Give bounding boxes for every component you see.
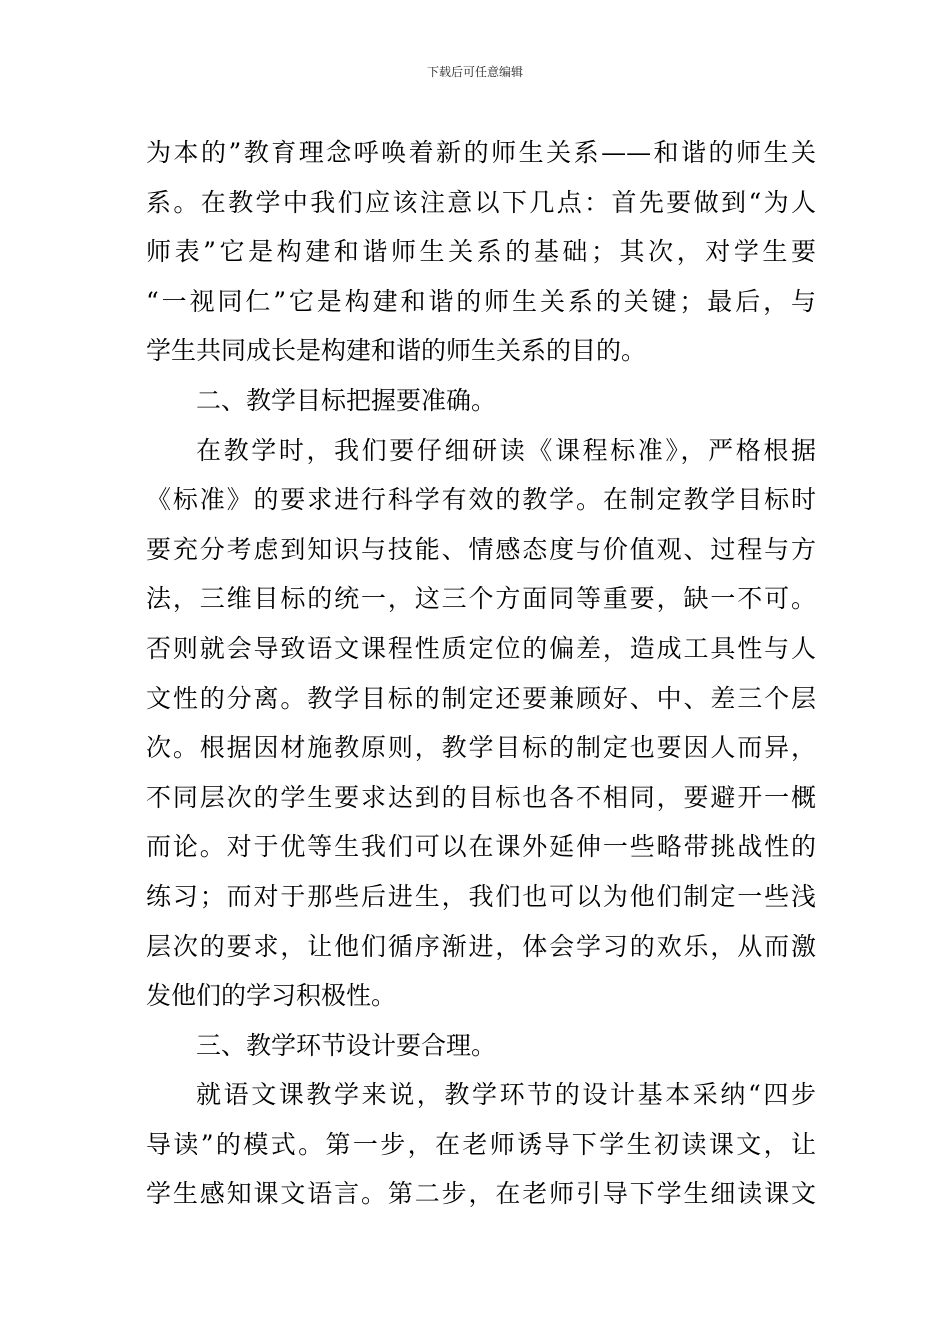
text-line: “一视同仁”它是构建和谐的师生关系的关键；最后，与 — [146, 286, 816, 316]
section-heading: 三、教学环节设计要合理。 — [196, 1030, 497, 1060]
text-line: 为本的”教育理念呼唤着新的师生关系——和谐的师生关 — [146, 138, 816, 167]
page-header: 下载后可任意编辑 — [426, 65, 523, 79]
text-line: 学生共同成长是构建和谐的师生关系的目的。 — [146, 336, 647, 366]
text-line: 《标准》的要求进行科学有效的教学。在制定教学目标时 — [146, 485, 816, 515]
text-line: 文性的分离。教学目标的制定还要兼顾好、中、差三个层 — [146, 683, 816, 713]
text-line: 系。在教学中我们应该注意以下几点：首先要做到“为人 — [146, 187, 816, 217]
text-line: 层次的要求，让他们循序渐进，体会学习的欢乐，从而激 — [146, 931, 816, 961]
section-heading: 二、教学目标把握要准确。 — [196, 385, 497, 415]
text-line: 法，三维目标的统一，这三个方面同等重要，缺一不可。 — [146, 584, 816, 614]
text-line: 导读”的模式。第一步，在老师诱导下学生初读课文，让 — [146, 1129, 816, 1159]
text-line: 次。根据因材施教原则，教学目标的制定也要因人而异， — [146, 733, 816, 763]
text-line: 不同层次的学生要求达到的目标也各不相同，要避开一概 — [146, 782, 816, 812]
text-line: 师表”它是构建和谐师生关系的基础；其次，对学生要 — [146, 237, 816, 267]
text-line: 在教学时，我们要仔细研读《课程标准》，严格根据 — [196, 435, 816, 465]
text-line: 而论。对于优等生我们可以在课外延伸一些略带挑战性的 — [146, 832, 816, 862]
text-line: 练习；而对于那些后进生，我们也可以为他们制定一些浅 — [146, 881, 816, 911]
text-line: 学生感知课文语言。第二步，在老师引导下学生细读课文 — [146, 1179, 816, 1209]
text-line: 发他们的学习积极性。 — [146, 981, 397, 1011]
text-line: 就语文课教学来说，教学环节的设计基本采纳“四步 — [196, 1080, 816, 1110]
text-line: 否则就会导致语文课程性质定位的偏差，造成工具性与人 — [146, 633, 816, 663]
text-line: 要充分考虑到知识与技能、情感态度与价值观、过程与方 — [146, 534, 816, 564]
document-body — [146, 128, 816, 1219]
